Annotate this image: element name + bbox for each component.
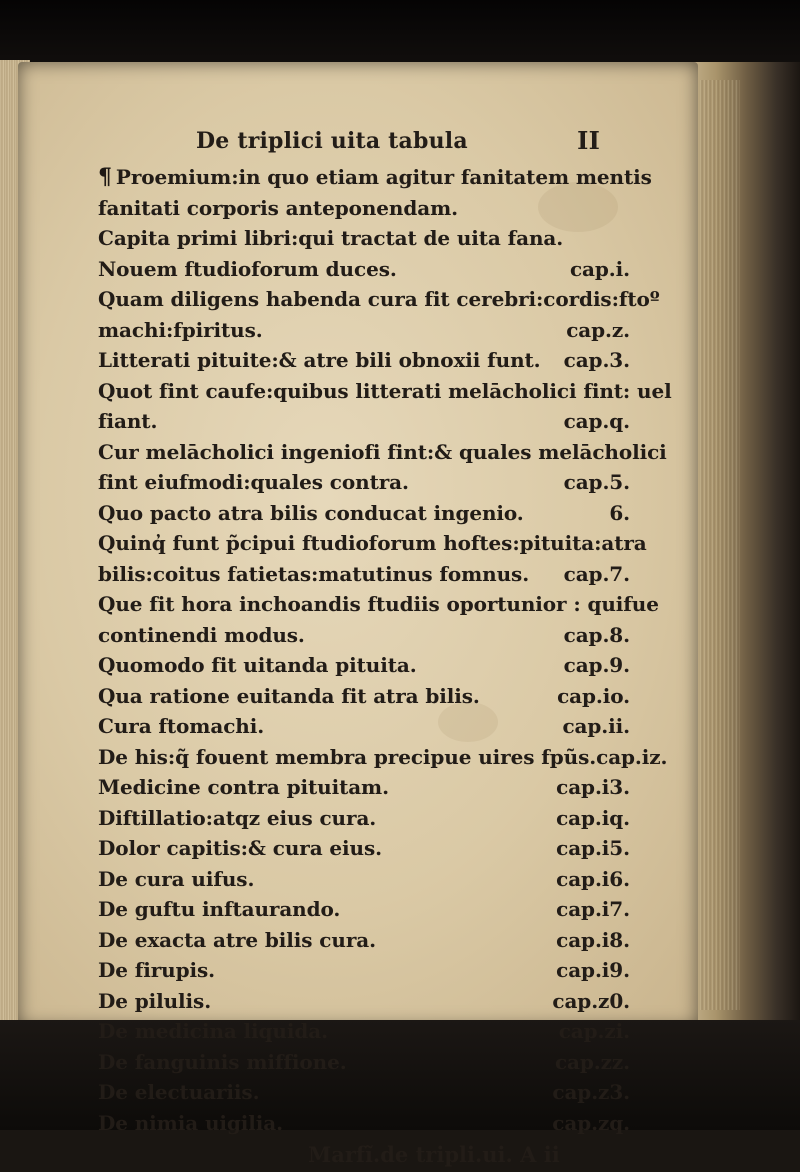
chapter-number: cap.ii. xyxy=(562,714,630,738)
contents-line xyxy=(98,315,630,346)
contents-line xyxy=(98,772,630,803)
contents-line xyxy=(98,833,630,864)
contents-line-text: Capita primi libri:qui tractat de uita fana. xyxy=(98,226,564,250)
contents-line-text: Nouem ftudioforum duces. xyxy=(98,256,397,281)
contents-line-text: De firupis. xyxy=(98,958,216,982)
contents-line xyxy=(98,345,630,376)
contents-line-text: De guftu inftaurando. xyxy=(98,897,341,921)
contents-line-text: Cura ftomachi. xyxy=(98,714,265,738)
chapter-number: cap.zz. xyxy=(554,1049,630,1074)
chapter-number: cap.iq. xyxy=(556,805,630,830)
contents-line xyxy=(98,437,667,468)
chapter-number: cap.z3. xyxy=(552,1080,630,1104)
contents-line xyxy=(98,1016,630,1047)
contents-line-text: De electuariis. xyxy=(98,1080,260,1104)
contents-line xyxy=(98,681,630,712)
contents-line-text: Quot fint caufe:quibus litterati melācholici fint: uel xyxy=(98,378,672,403)
contents-line-text: De nimia uigilia. xyxy=(98,1110,283,1135)
contents-line xyxy=(98,528,647,559)
contents-line xyxy=(98,223,630,254)
contents-line xyxy=(98,254,630,285)
contents-line-text: continendi modus. xyxy=(98,622,305,647)
contents-line-text: De medicina liquida. xyxy=(98,1019,328,1043)
contents-line-text: Quo pacto atra bilis conducat ingenio. xyxy=(98,500,524,525)
chapter-number: cap.i. xyxy=(569,256,630,281)
book-gutter xyxy=(680,62,800,1027)
pilcrow-icon: ¶ xyxy=(98,164,112,190)
contents-line-text: Qua ratione euitanda fit atra bilis. xyxy=(98,683,480,708)
contents-line xyxy=(98,955,630,986)
contents-line xyxy=(98,162,652,193)
chapter-number: 6. xyxy=(609,500,630,525)
contents-line xyxy=(98,864,630,895)
contents-line-text: De pilulis. xyxy=(98,988,212,1013)
contents-line xyxy=(98,986,630,1017)
chapter-number: cap.i5. xyxy=(556,836,630,860)
contents-line-text: Dolor capitis:& cura eius. xyxy=(98,836,383,860)
chapter-number: cap.5. xyxy=(563,470,630,494)
contents-line-text: Que fit hora inchoandis ftudiis oportunior : quifue xyxy=(98,592,659,616)
chapter-number: cap.7. xyxy=(563,561,630,586)
running-head-title: De triplici uita tabula xyxy=(196,128,468,154)
chapter-number: cap.io. xyxy=(557,683,630,708)
contents-line xyxy=(98,1077,630,1108)
contents-line-text: Litterati pituite:& atre bili obnoxii funt. xyxy=(98,348,541,372)
contents-line xyxy=(98,193,630,224)
chapter-number: cap.i6. xyxy=(556,866,630,891)
chapter-number: cap.8. xyxy=(563,622,630,647)
contents-line-text: machi:fpiritus. xyxy=(98,317,263,342)
contents-line-text: De his:q̃ fouent membra precipue uires fpũs.cap.iz. xyxy=(98,744,668,769)
chapter-number: cap.i9. xyxy=(556,958,630,982)
contents-line-text: De exacta atre bilis cura. xyxy=(98,927,376,952)
contents-line xyxy=(98,650,630,681)
contents-line-text: fint eiufmodi:quales contra. xyxy=(98,470,409,494)
chapter-number: cap.i3. xyxy=(556,775,630,799)
chapter-number: cap.3. xyxy=(563,348,630,372)
chapter-number: cap.z. xyxy=(566,317,630,342)
contents-line xyxy=(98,711,630,742)
chapter-number: cap.zq. xyxy=(552,1110,630,1135)
contents-line xyxy=(98,406,630,437)
contents-line xyxy=(98,742,668,773)
contents-line xyxy=(98,376,672,407)
contents-line xyxy=(98,894,630,925)
signature-mark: Marfĩ.de tripli.ui. A ii xyxy=(308,1142,560,1167)
contents-line-text: fanitati corporis anteponendam. xyxy=(98,195,458,220)
contents-line-text: Quomodo fit uitanda pituita. xyxy=(98,653,417,677)
chapter-number: cap.9. xyxy=(563,653,630,677)
contents-line-text: ¶ Proemium:in quo etiam agitur fanitatem mentis xyxy=(98,162,652,193)
contents-line-text: Medicine contra pituitam. xyxy=(98,775,389,799)
chapter-number: cap.q. xyxy=(563,409,630,433)
contents-line-text: Cur melācholici ingeniofi fint:& quales melācholici xyxy=(98,439,667,464)
chapter-number: cap.zi. xyxy=(558,1019,630,1043)
contents-line xyxy=(98,620,630,651)
contents-line xyxy=(98,803,630,834)
contents-line-text: Quam diligens habenda cura fit cerebri:cordis:ftoº xyxy=(98,287,660,311)
contents-line xyxy=(98,589,659,620)
contents-line xyxy=(98,467,630,498)
contents-line xyxy=(98,1047,630,1078)
contents-line-text: bilis:coitus fatietas:matutinus fomnus. xyxy=(98,561,530,586)
folio-number: II xyxy=(577,126,600,155)
table-of-contents xyxy=(98,126,672,1172)
contents-line xyxy=(98,559,630,590)
contents-line xyxy=(98,1108,630,1139)
gutter-page-edges xyxy=(700,80,740,1010)
contents-line xyxy=(98,498,630,529)
contents-lines xyxy=(98,162,672,1138)
signature-line xyxy=(98,1138,630,1172)
contents-line-text: Diftillatio:atqz eius cura. xyxy=(98,805,377,830)
contents-line-text: fiant. xyxy=(98,409,158,433)
chapter-number: cap.i8. xyxy=(556,927,630,952)
contents-line xyxy=(98,284,660,315)
contents-line-text: De fanguinis miffione. xyxy=(98,1049,347,1074)
contents-line-text: De cura uifus. xyxy=(98,866,255,891)
chapter-number: cap.z0. xyxy=(552,988,630,1013)
contents-line xyxy=(98,925,630,956)
running-head xyxy=(98,128,630,162)
contents-line-text: Quinq̓ funt p̃cipui ftudioforum hoftes:pituita:atra xyxy=(98,531,647,555)
chapter-number: cap.i7. xyxy=(556,897,630,921)
